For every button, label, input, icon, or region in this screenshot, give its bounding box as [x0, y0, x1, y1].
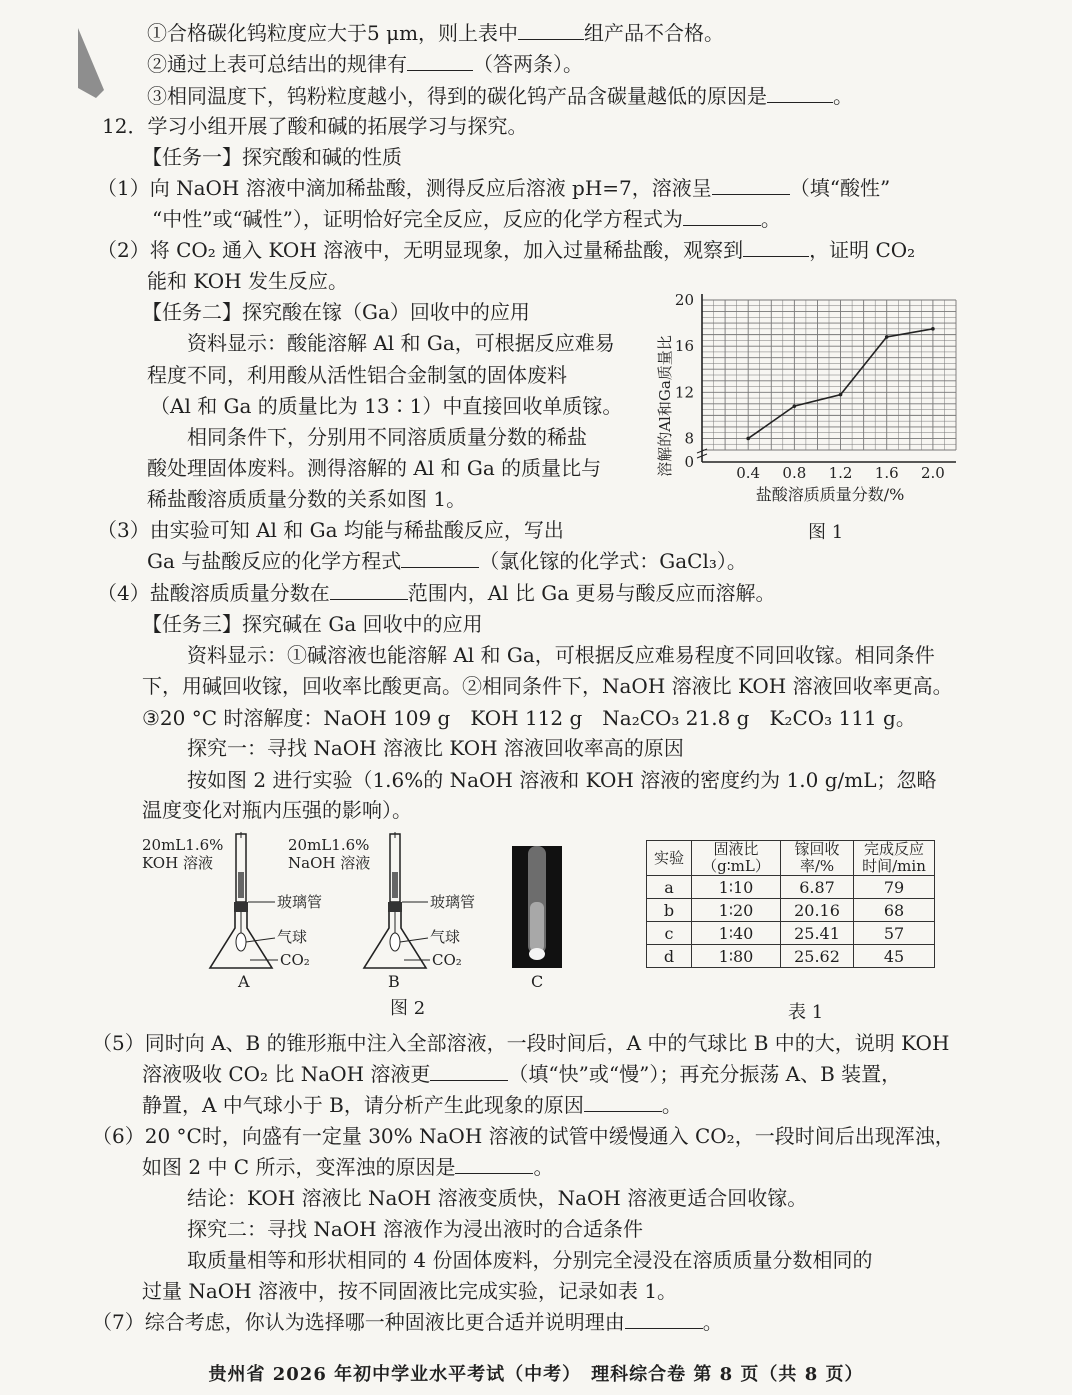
- balloon-label-b: 气球: [430, 928, 461, 946]
- table-cell: 45: [854, 945, 935, 968]
- table-header: 固液比（g∶mL）: [692, 841, 781, 876]
- table-header: 完成反应时间/min: [854, 841, 935, 876]
- page-corner-shadow: [78, 28, 104, 98]
- table-cell: 25.62: [781, 945, 854, 968]
- text-line: 溶液吸收 CO₂ 比 NaOH 溶液更 （填“快”或“慢”）；再充分振荡 A、B 装置，: [142, 1062, 902, 1086]
- text-line: 资料显示：酸能溶解 Al 和 Ga，可根据反应难易: [187, 331, 615, 355]
- test-tube-photo-c: [512, 846, 562, 968]
- task-heading: 【任务二】探究酸在镓（Ga）回收中的应用: [142, 300, 530, 324]
- solution-label-b: 20mL1.6%: [288, 836, 370, 854]
- glass-tube-label-b: 玻璃管: [430, 893, 476, 911]
- text-line: 静置，A 中气球小于 B，请分析产生此现象的原因 。: [142, 1093, 682, 1117]
- x-tick-label: 0.4: [736, 464, 761, 482]
- solution-label-a: 20mL1.6%: [142, 836, 224, 854]
- text-line: “中性”或“碱性”），证明恰好完全反应，反应的化学方程式为 。: [152, 207, 781, 231]
- text-line: 探究一：寻找 NaOH 溶液比 KOH 溶液回收率高的原因: [187, 736, 684, 760]
- table-cell: 1∶80: [692, 945, 781, 968]
- text-line: 结论：KOH 溶液比 NaOH 溶液变质快，NaOH 溶液更适合回收镓。: [187, 1186, 808, 1210]
- table-row: [647, 899, 935, 922]
- data-point: [931, 327, 935, 331]
- text-line: 探究二：寻找 NaOH 溶液作为浸出液时的合适条件: [187, 1217, 643, 1241]
- question-heading: 12．学习小组开展了酸和碱的拓展学习与探究。: [102, 114, 528, 138]
- co2-label-b: CO₂: [432, 951, 462, 969]
- table-cell: 1∶20: [692, 899, 781, 922]
- text-line: ③20 °C 时溶解度：NaOH 109 g KOH 112 g Na₂CO₃ 21.8 g K₂CO₃ 111 g。: [142, 706, 916, 730]
- text-line: ③相同温度下，钨粉粒度越小，得到的碳化钨产品含碳量越低的原因是 。: [147, 84, 853, 108]
- x-tick-label: 2.0: [920, 464, 945, 482]
- text-line: 按如图 2 进行实验（1.6%的 NaOH 溶液和 KOH 溶液的密度约为 1.0 g/mL；忽略: [187, 768, 937, 792]
- y-tick-label: 12: [674, 383, 694, 402]
- text-line: （1）向 NaOH 溶液中滴加稀盐酸，测得反应后溶液 pH=7，溶液呈 （填“酸性”: [97, 176, 891, 200]
- y-tick-label: 16: [674, 337, 694, 356]
- y-tick-label: 20: [674, 291, 694, 309]
- table-cell: b: [647, 899, 692, 922]
- table-cell: c: [647, 922, 692, 945]
- table-cell: 57: [854, 922, 935, 945]
- task-heading: 【任务一】探究酸和碱的性质: [142, 145, 402, 169]
- text-line: ②通过上表可总结出的规律有 （答两条）。: [147, 52, 583, 76]
- chart-grid: [702, 300, 956, 450]
- table-cell: a: [647, 876, 692, 899]
- x-tick-label: 1.6: [874, 464, 899, 482]
- text-line: （3）由实验可知 Al 和 Ga 均能与稀盐酸反应，写出: [97, 518, 564, 542]
- text-line: （2）将 CO₂ 通入 KOH 溶液中，无明显现象，加入过量稀盐酸，观察到 ，证明 CO₂: [97, 238, 916, 262]
- table-cell: 6.87: [781, 876, 854, 899]
- apparatus-b: [364, 832, 430, 968]
- glass-tube-label-a: 玻璃管: [277, 893, 323, 911]
- text-line: 能和 KOH 发生反应。: [147, 269, 348, 293]
- x-tick-label: 0.8: [782, 464, 807, 482]
- table-row: [647, 945, 935, 968]
- y-axis-label: 溶解的Al和Ga质量比: [656, 335, 674, 477]
- x-axis-label: 盐酸溶质质量分数/%: [755, 485, 905, 504]
- data-point: [746, 437, 750, 441]
- text-line: （6）20 °C时，向盛有一定量 30% NaOH 溶液的试管中缓慢通入 CO₂，一段时间后出现浑浊，: [92, 1124, 955, 1148]
- text-line: 取质量相等和形状相同的 4 份固体废料，分别完全浸没在溶质质量分数相同的: [187, 1248, 873, 1272]
- table-header: 镓回收率/%: [781, 841, 854, 876]
- co2-label-a: CO₂: [280, 951, 310, 969]
- table-cell: 68: [854, 899, 935, 922]
- text-line: ①合格碳化钨粒度应大于5 μm，则上表中 组产品不合格。: [147, 21, 725, 45]
- text-line: （4）盐酸溶质质量分数在 范围内，Al 比 Ga 更易与酸反应而溶解。: [97, 581, 776, 605]
- text-line: 酸处理固体废料。测得溶解的 Al 和 Ga 的质量比与: [147, 456, 602, 480]
- table-cell: 25.41: [781, 922, 854, 945]
- text-line: 程度不同，利用酸从活性铝合金制氢的固体废料: [147, 363, 567, 387]
- text-line: （7）综合考虑，你认为选择哪一种固液比更合适并说明理由 。: [92, 1310, 723, 1334]
- data-point: [793, 404, 797, 408]
- chart-axes: [697, 294, 956, 462]
- text-line: 过量 NaOH 溶液中，按不同固液比完成实验，记录如表 1。: [142, 1279, 678, 1303]
- text-line: 如图 2 中 C 所示，变浑浊的原因是 。: [142, 1155, 554, 1179]
- table-cell: 20.16: [781, 899, 854, 922]
- apparatus-label-b: B: [388, 972, 400, 991]
- balloon-label-a: 气球: [277, 928, 308, 946]
- table-cell: d: [647, 945, 692, 968]
- x-tick-label: 1.2: [828, 464, 853, 482]
- task-heading: 【任务三】探究碱在 Ga 回收中的应用: [142, 612, 483, 636]
- table-row: [647, 876, 935, 899]
- text-line: 资料显示：①碱溶液也能溶解 Al 和 Ga，可根据反应难易程度不同回收镓。相同条件: [187, 643, 935, 667]
- solution-label-a2: KOH 溶液: [142, 854, 213, 872]
- text-line: （5）同时向 A、B 的锥形瓶中注入全部溶液，一段时间后，A 中的气球比 B 中的大，说明 KOH: [92, 1031, 950, 1055]
- apparatus-label-a: A: [238, 972, 250, 991]
- text-line: 温度变化对瓶内压强的影响）。: [142, 798, 412, 822]
- table-cell: 1∶10: [692, 876, 781, 899]
- page-footer: 贵州省 2026 年初中学业水平考试（中考） 理科综合卷 第 8 页（共 8 页）: [208, 1364, 864, 1385]
- figure-1-caption: 图 1: [808, 522, 844, 543]
- figure-1-chart: [650, 288, 970, 538]
- data-point: [885, 335, 889, 339]
- data-point: [839, 393, 843, 397]
- apparatus-label-c: C: [531, 972, 544, 991]
- table-cell: 79: [854, 876, 935, 899]
- y-tick-label: 8: [684, 429, 694, 448]
- table-cell: 1∶40: [692, 922, 781, 945]
- text-line: 稀盐酸溶质质量分数的关系如图 1。: [147, 487, 467, 511]
- figure-2-caption: 图 2: [390, 998, 426, 1019]
- figure-2-apparatus: [140, 832, 580, 992]
- y-tick-label: 0: [684, 453, 694, 471]
- table-1-caption: 表 1: [788, 1002, 824, 1023]
- table-header: 实验: [647, 841, 692, 876]
- table-row: [647, 922, 935, 945]
- text-line: （Al 和 Ga 的质量比为 13∶1）中直接回收单质镓。: [150, 394, 623, 418]
- solution-label-b2: NaOH 溶液: [288, 854, 371, 872]
- text-line: 相同条件下，分别用不同溶质质量分数的稀盐: [187, 425, 587, 449]
- text-line: Ga 与盐酸反应的化学方程式 （氯化镓的化学式：GaCl₃）。: [147, 549, 747, 573]
- table-1: [646, 840, 935, 968]
- text-line: 下，用碱回收镓，回收率比酸更高。②相同条件下，NaOH 溶液比 KOH 溶液回收率更高。: [142, 674, 953, 698]
